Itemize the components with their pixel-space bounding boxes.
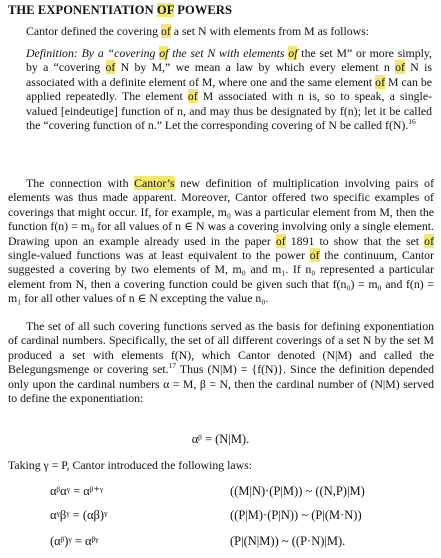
highlight: OF: [156, 3, 175, 17]
law-left: αᵝαᵞ = αᵝ⁺ᵞ: [50, 484, 104, 498]
text: Taking γ = P, Cantor introduced the following laws:: [8, 458, 252, 472]
highlight: of: [395, 60, 405, 75]
text: Cantor defined the covering: [26, 24, 161, 38]
law-right: ((M|N)·(P|M)) ~ ((N,P)|M): [230, 484, 365, 498]
highlight: of: [375, 74, 385, 89]
highlight: Cantor’s: [134, 176, 175, 190]
text: The set of all such covering functions served as the basis for defining exponentiation of cardinal numbers. Specifically, the set of all different coverings of a set N by the set M produced a set with elements f(N), which Cantor denoted (N|M) and called the Belegungsmenge or covering set.: [8, 319, 434, 377]
text: single-valued functions was at least equivalent to the power: [8, 248, 310, 263]
text: N is associated with a definite element of M, where one and the same element: [26, 60, 432, 89]
paragraph-intro: [8, 24, 434, 38]
text: the set M” or more simply, by a “covering: [26, 46, 432, 75]
laws-list: [0, 484, 441, 554]
text: 1891 to show that the set: [285, 233, 425, 248]
text: Thus (N|M) = {f(N)}. Since the definition depended only upon the cardinal numbers α = M, β = N, then the cardinal number of (N|M) served to define the exponentiation:: [8, 362, 435, 406]
formula-text: αᵝ = (N|M).: [191, 432, 250, 446]
text: M can be applied repeatedly. The element: [26, 74, 432, 104]
highlight: of: [288, 46, 298, 60]
footnote-ref[interactable]: 16: [408, 117, 416, 127]
text: a set N with elements from M as follows:: [170, 24, 370, 38]
paragraph-laws-intro: [8, 458, 434, 472]
definition-block: [26, 46, 432, 132]
highlight: of: [105, 60, 116, 75]
text: N by M,” we mean a law by which every element n: [115, 60, 396, 75]
law-right: (P|(N|M)) ~ ((P·N)|M).: [230, 534, 346, 548]
text: M associated with n is, so to speak, a single-valued [eindeutige] function of n, and may thus be designated by f(n); let it be called the “covering function of n.” Let the corresponding covering of N be called f(N).: [26, 89, 432, 133]
highlight: of: [160, 24, 171, 38]
highlight: of: [424, 233, 434, 248]
paragraph-connection: [8, 176, 434, 306]
law-left: (αᵝ)ᵞ = αᵝᵞ: [50, 534, 99, 548]
text: the set N with elements: [168, 46, 289, 60]
law-left: αᵞβᵞ = (αβ)ᵞ: [50, 508, 108, 522]
paragraph-covering-set: [8, 319, 434, 405]
law-right: ((P|M)·(P|N)) ~ (P|(M·N)): [230, 508, 362, 522]
highlight: of: [187, 89, 198, 104]
highlight: of: [275, 233, 286, 248]
text: The connection with: [26, 176, 135, 190]
text: Definition: By a “covering: [26, 46, 160, 60]
footnote-ref[interactable]: 17: [168, 361, 177, 371]
text: new definition of multiplication involving pairs of elements was thus made apparent. Moreover, Cantor offered two specific examples of coverings that might occur. If, for example, m₀ was a particular element from M, then the function f(n) = m₀ for all values of n ∈ N was a covering involving only a single element. Drawing upon an example already used in the paper: [8, 176, 434, 248]
exponentiation-formula: [0, 432, 441, 446]
section-heading: [8, 3, 232, 17]
highlight: of: [309, 248, 320, 263]
highlight: of: [159, 46, 169, 60]
heading-text: THE EXPONENTIATION: [8, 3, 157, 17]
text: the continuum, Cantor suggested a covering by two elements of M, m₀ and m₁. If n₀ represented a particular element from N, then a covering function could be given such that f(n₀) = m₀ and f(n) = m₁ for all other values of n ∈ N excepting the value n₀.: [8, 248, 434, 306]
heading-text: POWERS: [174, 3, 233, 17]
